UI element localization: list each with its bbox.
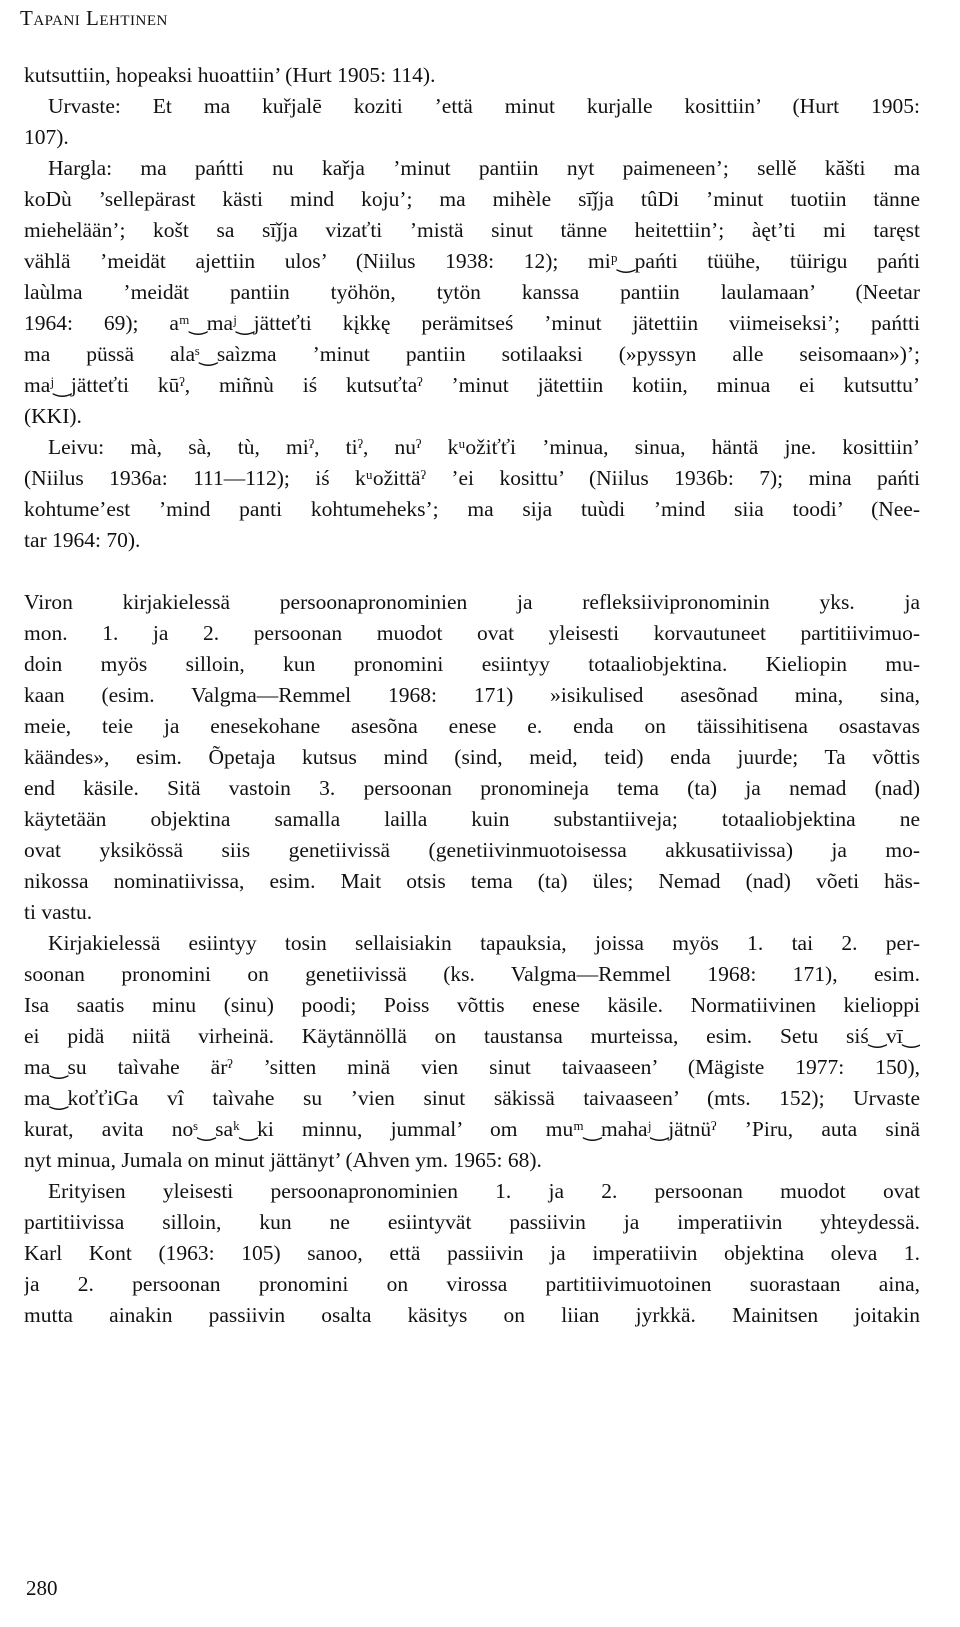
text-line: kaan (esim. Valgma—Remmel 1968: 171) »isikulised asesõnad mina, sina, <box>24 683 920 707</box>
text-line: Leivu: mà, sà, tù, miˀ, tiˀ, nuˀ kᵘožiťťi ’minua, sinua, häntä jne. kosittiin’ <box>48 435 920 459</box>
text-line: (Niilus 1936a: 111—112); iś kᵘožittäˀ ’ei kosittu’ (Niilus 1936b: 7); mina pańti <box>24 466 920 490</box>
text-line: ei pidä niitä virheinä. Käytännöllä on taustansa murteissa, esim. Setu siś‿vī‿ <box>24 1024 920 1048</box>
text-line: kutsuttiin, hopeaksi huoattiin’ (Hurt 1905: 114). <box>24 63 436 87</box>
text-line: ja 2. persoonan pronomini on virossa partitiivimuotoinen suorastaan aina, <box>24 1272 920 1296</box>
text-line: Kirjakielessä esiintyy tosin sellaisiakin tapauksia, joissa myös 1. tai 2. per- <box>48 931 920 955</box>
text-line: vählä ’meidät ajettiin ulos’ (Niilus 1938: 12); miᵖ‿pańti tüühe, tüirigu pańti <box>24 249 920 273</box>
text-line: ti vastu. <box>24 900 93 924</box>
text-line: meie, teie ja enesekohane asesõna enese e. enda on täissihitisena osastavas <box>24 714 920 738</box>
text-line: Viron kirjakielessä persoonapronominien ja refleksiivipronominin yks. ja <box>24 590 920 614</box>
text-line: nikossa nominatiivissa, esim. Mait otsis tema (ta) üles; Nemad (nad) võeti häs- <box>24 869 920 893</box>
text-line: end käsile. Sitä vastoin 3. persoonan pronomineja tema (ta) ja nemad (nad) <box>24 776 920 800</box>
text-line: käändes», esim. Õpetaja kutsus mind (sind, meid, teid) enda juurde; Ta võttis <box>24 745 920 769</box>
body-text <box>24 60 920 1331</box>
text-line: kohtume’est ’mind panti kohtumeheks’; ma sija tuùdi ’mind siia toodi’ (Nee- <box>24 497 920 521</box>
text-line: 107). <box>24 125 69 149</box>
text-line: mon. 1. ja 2. persoonan muodot ovat yleisesti korvautuneet partitiivimuo- <box>24 621 920 645</box>
text-line: doin myös silloin, kun pronomini esiintyy totaaliobjektina. Kieliopin mu- <box>24 652 920 676</box>
text-line: Isa saatis minu (sinu) poodi; Poiss võttis enese käsile. Normatiivinen kielioppi <box>24 993 920 1017</box>
text-line: laùlma ’meidät pantiin työhön, tytön kanssa pantiin laulamaan’ (Neetar <box>24 280 920 304</box>
text-line: Karl Kont (1963: 105) sanoo, että passiivin ja imperatiivin objektina oleva 1. <box>24 1241 920 1265</box>
page-number: 280 <box>26 1576 58 1600</box>
text-line: ovat yksikössä siis genetiivissä (genetiivinmuotoisessa akkusatiivissa) ja mo- <box>24 838 920 862</box>
text-line: Hargla: ma pańtti nu kařja ’minut pantiin nyt paimeneen’; sellě kăšti ma <box>48 156 920 180</box>
text-line: maʲ‿jätteťti kūˀ, miñnù iś kutsuťtaˀ ’minut jätettiin kotiin, minua ei kutsuttu’ <box>24 373 920 397</box>
text-line: partitiivissa silloin, kun ne esiintyvät passiivin ja imperatiivin yhteydessä. <box>24 1210 920 1234</box>
text-line: nyt minua, Jumala on minut jättänyt’ (Ahven ym. 1965: 68). <box>24 1148 542 1172</box>
text-line: käytetään objektina samalla lailla kuin substantiiveja; totaaliobjektina ne <box>24 807 920 831</box>
text-line: (KKI). <box>24 404 82 428</box>
text-line: miehelään’; košt sa sīǰja vizaťti ’mistä sinut tänne heitettiin’; àęt’ti mi taręst <box>24 218 920 242</box>
text-line: ma‿koťťiGa vî taìvahe su ’vien sinut säkissä taivaaseen’ (mts. 152); Urvaste <box>24 1086 920 1110</box>
running-head: Tapani Lehtinen <box>20 6 168 30</box>
text-line: mutta ainakin passiivin osalta käsitys on liian jyrkkä. Mainitsen joitakin <box>24 1303 920 1327</box>
text-line: tar 1964: 70). <box>24 528 141 552</box>
paragraph-gap <box>24 556 920 587</box>
text-line: ma‿su taìvahe ärˀ ’sitten minä vien sinut taivaaseen’ (Mägiste 1977: 150), <box>24 1055 920 1079</box>
text-line: Erityisen yleisesti persoonapronominien 1. ja 2. persoonan muodot ovat <box>48 1179 920 1203</box>
text-line: kurat, avita noˢ‿saᵏ‿ki minnu, jummal’ om muᵐ‿mahaʲ‿jätnüˀ ’Piru, auta sinä <box>24 1117 920 1141</box>
text-line: koDù ’sellepärast kästi mind koju’; ma mihèle sīǰja tûDi ’minut tuotiin tänne <box>24 187 920 211</box>
text-line: 1964: 69); aᵐ‿maʲ‿jätteťti kįkkę perämitseś ’minut jätettiin viimeiseksi’; pańtti <box>24 311 920 335</box>
text-line: ma püssä alaˢ‿saìzma ’minut pantiin sotilaaksi (»pyssyn alle seisomaan»)’; <box>24 342 920 366</box>
text-line: soonan pronomini on genetiivissä (ks. Valgma—Remmel 1968: 171), esim. <box>24 962 920 986</box>
text-line: Urvaste: Et ma kuřjalē koziti ’että minut kurjalle kosittiin’ (Hurt 1905: <box>48 94 920 118</box>
